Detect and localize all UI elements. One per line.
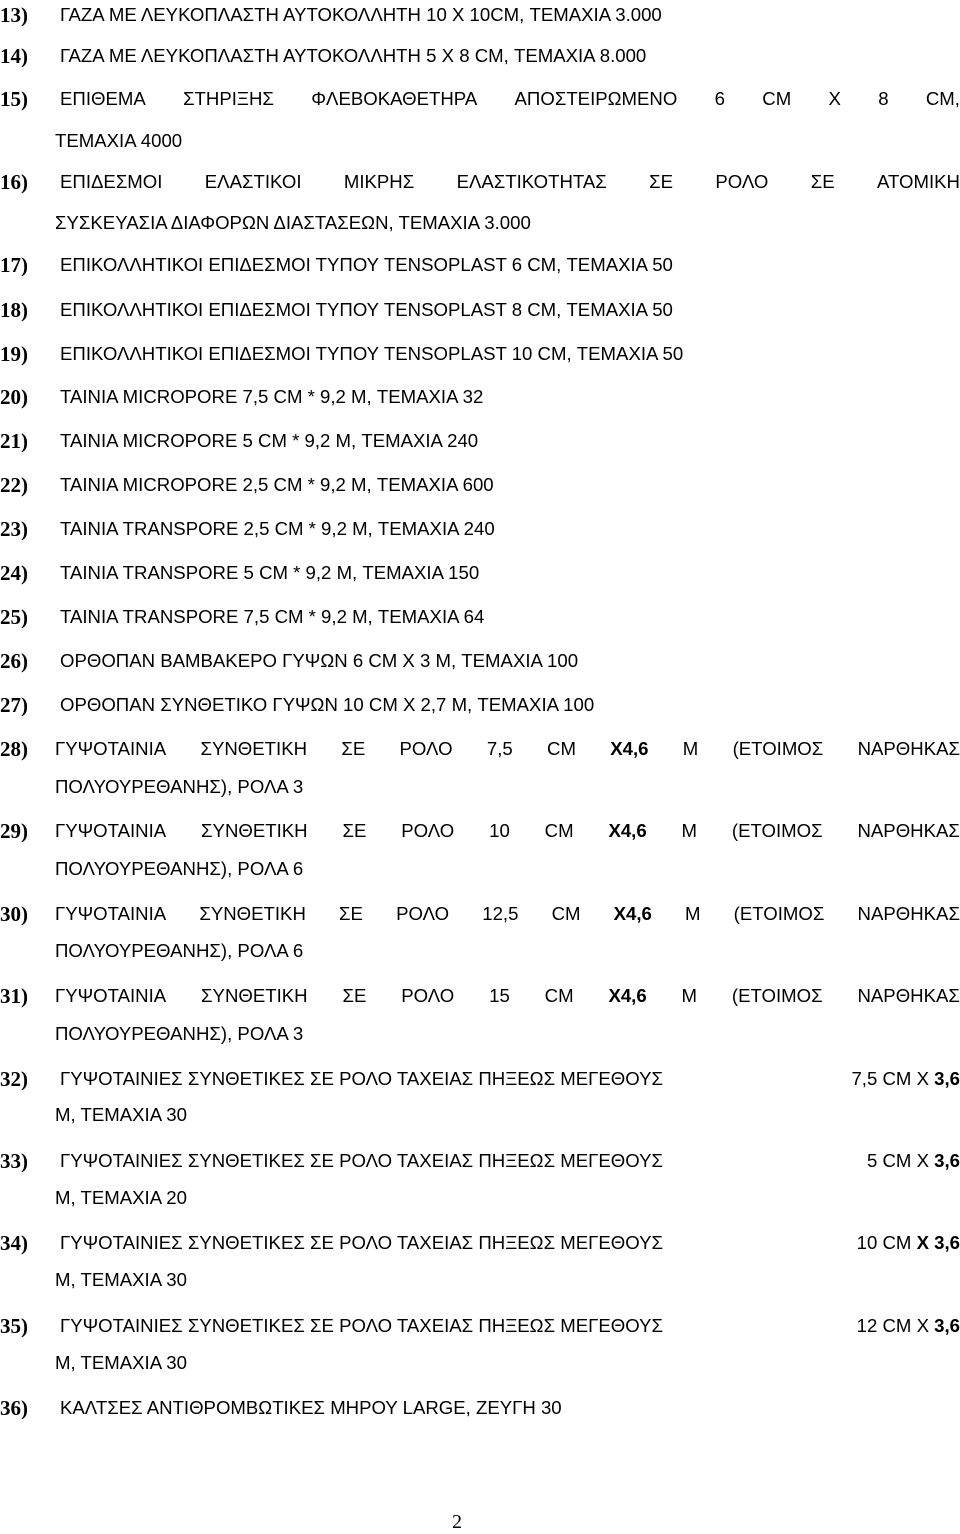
item-text-continuation: ΠΟΛΥΟΥΡΕΘΑΝΗΣ), ΡΟΛΑ 3 (55, 1023, 304, 1044)
item-number: 32) (0, 1067, 28, 1091)
item-text: ΚΑΛΤΣΕΣ ΑΝΤΙΘΡΟΜΒΩΤΙΚΕΣ ΜΗΡΟΥ LARGE, ΖΕΥΓΗ 30 (60, 1397, 562, 1418)
item-text: ΕΠΙΚΟΛΛΗΤΙΚΟΙ ΕΠΙΔΕΣΜΟΙ ΤΥΠΟΥ TENSOPLAST 10 CM, ΤΕΜΑΧΙΑ 50 (60, 343, 684, 364)
item-text-continuation: ΠΟΛΥΟΥΡΕΘΑΝΗΣ), ΡΟΛΑ 6 (55, 940, 304, 961)
item-text: ΤΑΙΝΙΑ TRANSPORE 5 CM * 9,2 M, ΤΕΜΑΧΙΑ 150 (60, 562, 480, 583)
item-number: 30) (0, 902, 28, 926)
item-text-continuation: Μ, ΤΕΜΑΧΙΑ 20 (55, 1187, 187, 1208)
item-text-continuation: Μ, ΤΕΜΑΧΙΑ 30 (55, 1269, 187, 1290)
item-text: ΓΑΖΑ ΜΕ ΛΕΥΚΟΠΛΑΣΤΗ ΑΥΤΟΚΟΛΛΗΤΗ 5 Χ 8 CM, ΤΕΜΑΧΙΑ 8.000 (60, 45, 647, 66)
item-text: ΓΥΨΟΤΑΙΝΙΑ ΣΥΝΘΕΤΙΚΗ ΣΕ ΡΟΛΟ 10 CM Χ4,6 Μ (ΕΤΟΙΜΟΣ ΝΑΡΘΗΚΑΣ (55, 820, 960, 841)
item-text: ΤΑΙΝΙΑ MICROPORE 5 CM * 9,2 M, ΤΕΜΑΧΙΑ 240 (60, 430, 479, 451)
item-number: 33) (0, 1149, 28, 1173)
item-number: 19) (0, 342, 28, 366)
item-number: 24) (0, 561, 28, 585)
item-text: ΓΥΨΟΤΑΙΝΙΑ ΣΥΝΘΕΤΙΚΗ ΣΕ ΡΟΛΟ 15 CM Χ4,6 Μ (ΕΤΟΙΜΟΣ ΝΑΡΘΗΚΑΣ (55, 985, 960, 1006)
item-number: 35) (0, 1314, 28, 1338)
page-number: 2 (452, 1511, 462, 1533)
item-text: ΓΥΨΟΤΑΙΝΙΑ ΣΥΝΘΕΤΙΚΗ ΣΕ ΡΟΛΟ 12,5 CM Χ4,6 Μ (ΕΤΟΙΜΟΣ ΝΑΡΘΗΚΑΣ (55, 903, 960, 924)
item-number: 13) (0, 3, 28, 27)
item-text: ΕΠΙΔΕΣΜΟΙ ΕΛΑΣΤΙΚΟΙ ΜΙΚΡΗΣ ΕΛΑΣΤΙΚΟΤΗΤΑΣ ΣΕ ΡΟΛΟ ΣΕ ΑΤΟΜΙΚΗ (60, 171, 960, 192)
item-text: ΕΠΙΚΟΛΛΗΤΙΚΟΙ ΕΠΙΔΕΣΜΟΙ ΤΥΠΟΥ TENSOPLAST 6 CM, ΤΕΜΑΧΙΑ 50 (60, 254, 673, 275)
item-text: ΓΑΖΑ ΜΕ ΛΕΥΚΟΠΛΑΣΤΗ ΑΥΤΟΚΟΛΛΗΤΗ 10 Χ 10CM, ΤΕΜΑΧΙΑ 3.000 (60, 4, 662, 25)
item-number: 36) (0, 1396, 28, 1420)
item-text: ΤΑΙΝΙΑ MICROPORE 7,5 CM * 9,2 M, ΤΕΜΑΧΙΑ 32 (60, 386, 484, 407)
item-number: 25) (0, 605, 28, 629)
item-number: 21) (0, 429, 28, 453)
item-number: 15) (0, 87, 28, 111)
item-text: ΤΑΙΝΙΑ MICROPORE 2,5 CM * 9,2 M, ΤΕΜΑΧΙΑ 600 (60, 474, 494, 495)
item-number: 17) (0, 253, 28, 277)
item-text: ΓΥΨΟΤΑΙΝΙΕΣ ΣΥΝΘΕΤΙΚΕΣ ΣΕ ΡΟΛΟ ΤΑΧΕΙΑΣ ΠΗΞΕΩΣ ΜΕΓΕΘΟΥΣ 7,5 CM X 3,6 (60, 1068, 960, 1089)
item-text: ΓΥΨΟΤΑΙΝΙΕΣ ΣΥΝΘΕΤΙΚΕΣ ΣΕ ΡΟΛΟ ΤΑΧΕΙΑΣ ΠΗΞΕΩΣ ΜΕΓΕΘΟΥΣ 5 CM X 3,6 (60, 1150, 960, 1171)
item-number: 31) (0, 984, 28, 1008)
item-text-continuation: ΤΕΜΑΧΙΑ 4000 (55, 130, 183, 151)
item-number: 26) (0, 649, 28, 673)
item-text-continuation: ΣΥΣΚΕΥΑΣΙΑ ΔΙΑΦΟΡΩΝ ΔΙΑΣΤΑΣΕΩΝ, ΤΕΜΑΧΙΑ 3.000 (55, 212, 531, 233)
item-number: 23) (0, 517, 28, 541)
item-text-continuation: ΠΟΛΥΟΥΡΕΘΑΝΗΣ), ΡΟΛΑ 3 (55, 776, 304, 797)
item-number: 27) (0, 693, 28, 717)
item-number: 28) (0, 737, 28, 761)
item-text: ΓΥΨΟΤΑΙΝΙΕΣ ΣΥΝΘΕΤΙΚΕΣ ΣΕ ΡΟΛΟ ΤΑΧΕΙΑΣ ΠΗΞΕΩΣ ΜΕΓΕΘΟΥΣ 10 CM X 3,6 (60, 1232, 960, 1253)
item-text: ΟΡΘΟΠΑΝ ΣΥΝΘΕΤΙΚΟ ΓΥΨΩΝ 10 CM X 2,7 M, ΤΕΜΑΧΙΑ 100 (60, 694, 595, 715)
item-text: ΟΡΘΟΠΑΝ ΒΑΜΒΑΚΕΡΟ ΓΥΨΩΝ 6 CM X 3 M, ΤΕΜΑΧΙΑ 100 (60, 650, 579, 671)
item-number: 18) (0, 298, 28, 322)
item-text-continuation: ΠΟΛΥΟΥΡΕΘΑΝΗΣ), ΡΟΛΑ 6 (55, 858, 304, 879)
item-number: 16) (0, 170, 28, 194)
item-number: 22) (0, 473, 28, 497)
item-text: ΤΑΙΝΙΑ TRANSPORE 7,5 CM * 9,2 M, ΤΕΜΑΧΙΑ 64 (60, 606, 485, 627)
item-text: ΕΠΙΘΕΜΑ ΣΤΗΡΙΞΗΣ ΦΛΕΒΟΚΑΘΕΤΗΡΑ ΑΠΟΣΤΕΙΡΩΜΕΝΟ 6 CM X 8 CM, (60, 88, 960, 109)
item-number: 20) (0, 385, 28, 409)
item-text-continuation: Μ, ΤΕΜΑΧΙΑ 30 (55, 1104, 187, 1125)
item-number: 14) (0, 44, 28, 68)
item-text-continuation: Μ, ΤΕΜΑΧΙΑ 30 (55, 1352, 187, 1373)
item-text: ΕΠΙΚΟΛΛΗΤΙΚΟΙ ΕΠΙΔΕΣΜΟΙ ΤΥΠΟΥ TENSOPLAST 8 CM, ΤΕΜΑΧΙΑ 50 (60, 299, 673, 320)
item-text: ΤΑΙΝΙΑ TRANSPORE 2,5 CM * 9,2 M, ΤΕΜΑΧΙΑ 240 (60, 518, 495, 539)
item-number: 34) (0, 1231, 28, 1255)
item-text: ΓΥΨΟΤΑΙΝΙΑ ΣΥΝΘΕΤΙΚΗ ΣΕ ΡΟΛΟ 7,5 CM Χ4,6 Μ (ΕΤΟΙΜΟΣ ΝΑΡΘΗΚΑΣ (55, 738, 960, 759)
item-number: 29) (0, 819, 28, 843)
item-text: ΓΥΨΟΤΑΙΝΙΕΣ ΣΥΝΘΕΤΙΚΕΣ ΣΕ ΡΟΛΟ ΤΑΧΕΙΑΣ ΠΗΞΕΩΣ ΜΕΓΕΘΟΥΣ 12 CM X 3,6 (60, 1315, 960, 1336)
